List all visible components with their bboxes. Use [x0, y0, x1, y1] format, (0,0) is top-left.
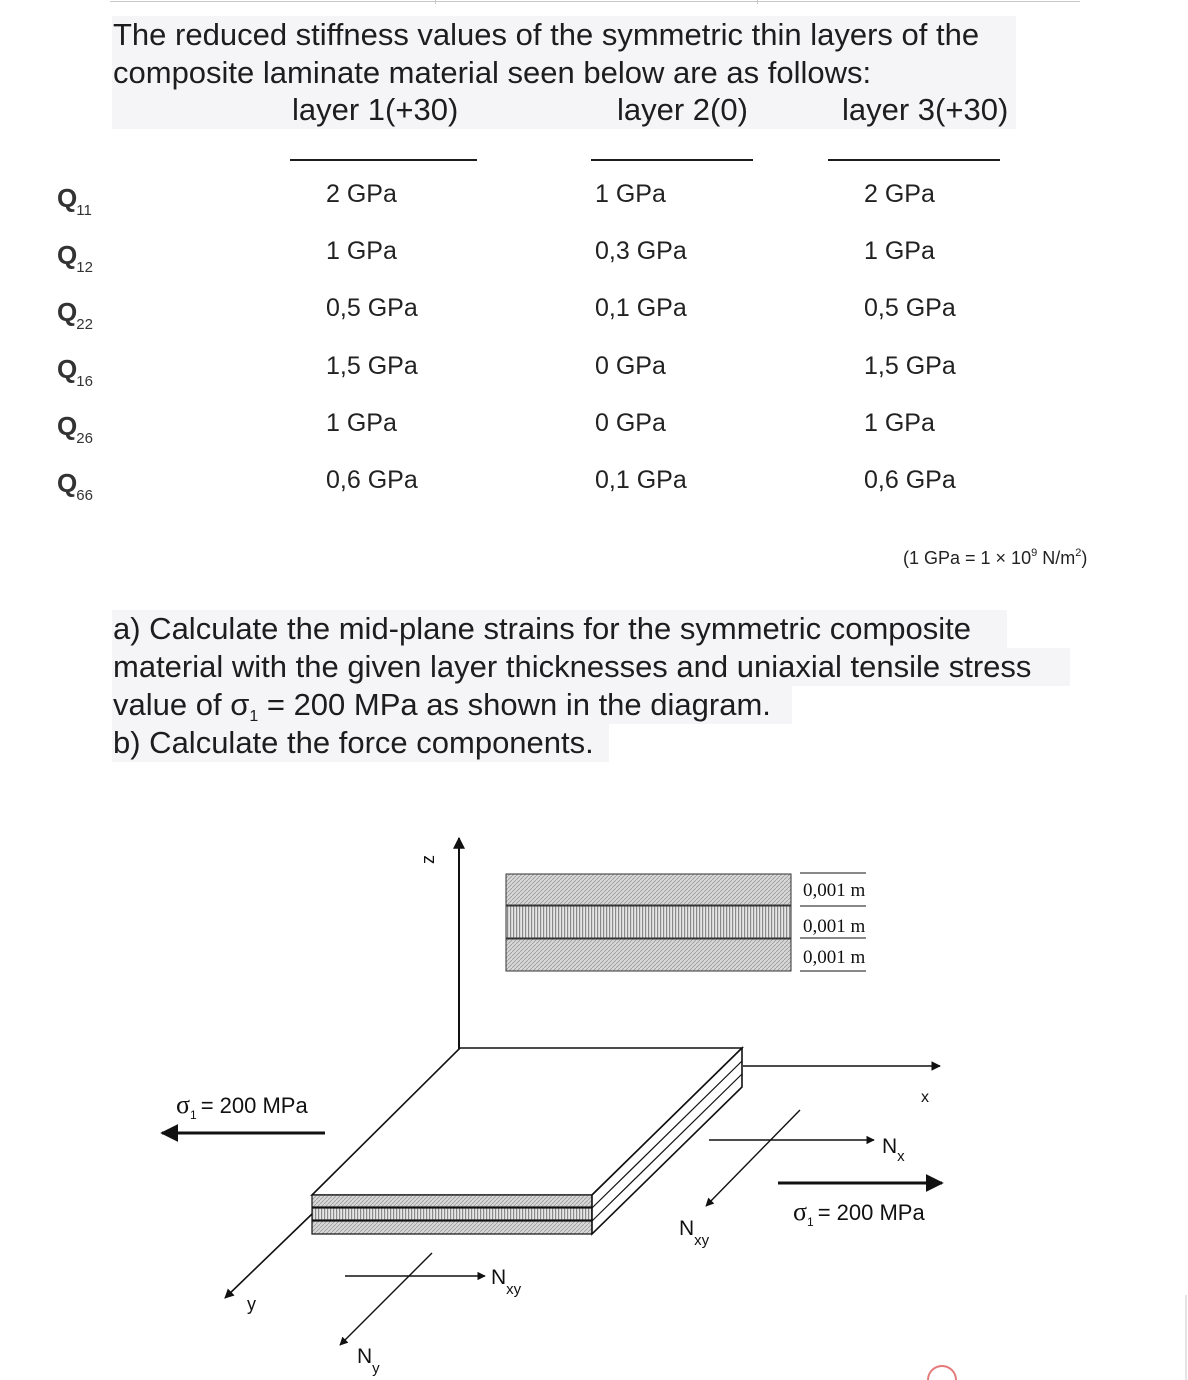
nx-force-arrow [709, 1135, 905, 1165]
q22-layer3: 0,5 GPa [864, 294, 956, 322]
q22-layer1: 0,5 GPa [326, 294, 418, 322]
q11-layer3: 2 GPa [864, 180, 935, 208]
q12-layer3: 1 GPa [864, 237, 935, 265]
x-axis-label: x [921, 1089, 929, 1106]
thickness-top: 0,001 m [803, 880, 866, 901]
q26-layer1: 1 GPa [326, 409, 397, 437]
layer-2-header: layer 2(0) [617, 92, 748, 127]
q12-layer1: 1 GPa [326, 237, 397, 265]
q12-label: $Q_{12}$ [57, 240, 93, 276]
z-axis [418, 838, 459, 1049]
nx-label: $N_x$ [882, 1135, 905, 1165]
x-axis [743, 1066, 940, 1106]
legend-layer-top [506, 874, 791, 905]
layer-3-header: layer 3(+30) [842, 92, 1009, 127]
question-a-line-1: a) Calculate the mid-plane strains for the symmetric composite [113, 611, 971, 646]
legend-layer-bottom [506, 939, 791, 971]
q26-layer2: 0 GPa [595, 409, 666, 437]
y-axis-label: y [247, 1294, 256, 1314]
ny-label: $N_y$ [357, 1345, 380, 1377]
intro-line-2: composite laminate material seen below are as follows: [113, 55, 872, 90]
sigma-right-label: $\sigma_1 = 200$ MPa [793, 1197, 925, 1229]
sigma-left-arrow [162, 1090, 325, 1133]
q16-layer1: 1,5 GPa [326, 352, 418, 380]
question-b: b) Calculate the force components. [113, 725, 594, 760]
unit-note: (1 GPa = $1 \times 10^9$ $N/m^2$) [903, 547, 1088, 568]
q66-label: $Q_{66}$ [57, 468, 93, 504]
q22-label: $Q_{22}$ [57, 297, 93, 333]
nxy-right-label: $N_{xy}$ [679, 1217, 710, 1249]
q16-layer3: 1,5 GPa [864, 352, 956, 380]
q12-layer2: 0,3 GPa [595, 237, 687, 265]
question-a-line-3: value of $\sigma_1 = 200$ MPa as shown in the diagram. [113, 687, 771, 725]
y-axis [225, 1214, 312, 1314]
laminate-plate [312, 1048, 742, 1234]
q16-layer2: 0 GPa [595, 352, 666, 380]
layer-stack-legend [506, 873, 866, 971]
q11-layer2: 1 GPa [595, 180, 666, 208]
z-axis-label: z [418, 855, 438, 864]
q11-layer1: 2 GPa [326, 180, 397, 208]
q66-layer1: 0,6 GPa [326, 466, 418, 494]
q66-layer3: 0,6 GPa [864, 466, 956, 494]
intro-line-1: The reduced stiffness values of the symmetric thin layers of the [113, 17, 980, 52]
nxy-bottom-force-arrow [345, 1266, 522, 1298]
sigma-left-label: $\sigma_1 = 200$ MPa [176, 1090, 308, 1122]
corner-badge-fragment [928, 1366, 956, 1380]
q66-layer2: 0,1 GPa [595, 466, 687, 494]
ny-force-arrow [340, 1253, 432, 1377]
thickness-bottom: 0,001 m [803, 947, 866, 968]
layer-1-header: layer 1(+30) [292, 92, 459, 127]
q26-label: $Q_{26}$ [57, 411, 93, 447]
q22-layer2: 0,1 GPa [595, 294, 687, 322]
question-a-line-2: material with the given layer thicknesses and uniaxial tensile stress [113, 649, 1032, 684]
nxy-bottom-label: $N_{xy}$ [491, 1266, 522, 1298]
legend-layer-middle [506, 906, 791, 938]
sigma-right-arrow [778, 1183, 942, 1229]
q26-layer3: 1 GPa [864, 409, 935, 437]
q11-label: $Q_{11}$ [57, 183, 92, 219]
q16-label: $Q_{16}$ [57, 354, 93, 390]
thickness-middle: 0,001 m [803, 916, 866, 937]
